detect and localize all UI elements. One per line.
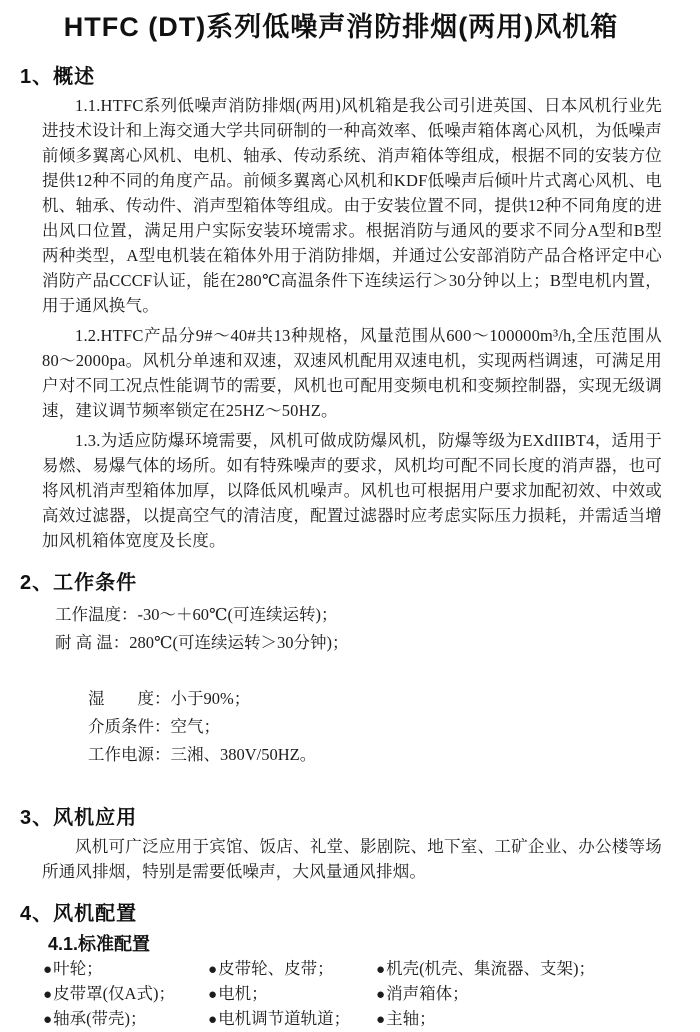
application-paragraph: 风机可广泛应用于宾馆、饭店、礼堂、影剧院、地下室、工矿企业、办公楼等场所通风排烟，特别是需要低噪声，大风量通风排烟。 — [42, 837, 662, 881]
bullet-icon: ● — [208, 1012, 218, 1028]
config-item-main-shaft — [376, 1007, 662, 1032]
config-item-motor-rail — [208, 1007, 376, 1032]
config-item-label: 机壳(机壳、集流器、支架)； — [386, 959, 596, 978]
standard-config-subheading: 4.1.标准配置 — [48, 934, 151, 954]
config-item-impeller — [43, 957, 208, 982]
config-item-label: 皮带罩(仅A式)； — [53, 984, 175, 1003]
config-item-label: 电机； — [218, 984, 268, 1003]
section-working-conditions-heading: 2、工作条件 — [20, 572, 138, 594]
bullet-icon: ● — [43, 987, 53, 1003]
config-item-pulley-belt — [208, 957, 376, 982]
config-item-silencer-box — [376, 982, 662, 1007]
condition-heat-resistance: 耐 高 温：280℃(可连续运转＞30分钟)； — [55, 633, 349, 652]
bullet-icon: ● — [376, 1012, 386, 1028]
section-application-heading: 3、风机应用 — [20, 807, 138, 829]
bullet-icon: ● — [43, 962, 53, 978]
config-item-casing — [376, 957, 662, 982]
config-item-motor — [208, 982, 376, 1007]
bullet-icon: ● — [208, 962, 218, 978]
paragraph-1-3: 1.3.为适应防爆环境需要，风机可做成防爆风机，防爆等级为EXdIIBT4，适用于易燃、易爆气体的场所。如有特殊噪声的要求，风机均可配不同长度的消声器，也可将风机消声型箱体加厚，以降低风机噪声。风机也可根据用户要求加配初效、中效或高效过滤器，以提高空气的清洁度，配置过滤器时应考虑实际压力损耗，并需适当增加风机箱体宽度及长度。 — [42, 431, 662, 550]
document-title: HTFC (DT)系列低噪声消防排烟(两用)风机箱 — [63, 12, 619, 42]
config-item-label: 消声箱体； — [386, 984, 469, 1003]
config-item-label: 电机调节道轨道； — [218, 1009, 351, 1028]
condition-medium: 介质条件：空气； — [88, 717, 220, 736]
config-item-label: 轴承(带壳)； — [53, 1009, 147, 1028]
section-configuration — [20, 901, 662, 1032]
paragraph-1-1: 1.1.HTFC系列低噪声消防排烟(两用)风机箱是我公司引进英国、日本风机行业先进技术设计和上海交通大学共同研制的一种高效率、低噪声箱体离心风机，为低噪声前倾多翼离心风机、电机、轴承、传动系统、消声箱体等组成，根据不同的安装方位提供12种不同的角度产品。前倾多翼离心风机和KDF低噪声后倾叶片式离心风机、电机、轴承、传动件、消声型箱体等组成。由于安装位置不同，提供12种不同角度的进出风口位置，满足用户实际安装环境需求。根据消防与通风的要求不同分A型和B型两种类型，A型电机装在箱体外用于消防排烟，并通过公安部消防产品合格评定中心消防产品CCCF认证，能在280℃高温条件下连续运行＞30分钟以上；B型电机内置，用于通风换气。 — [42, 96, 662, 315]
bullet-icon: ● — [376, 987, 386, 1003]
config-item-label: 叶轮； — [53, 959, 103, 978]
config-item-bearing — [43, 1007, 208, 1032]
section-overview-heading: 1、概述 — [20, 66, 96, 88]
section-application — [20, 805, 662, 884]
section-working-conditions — [20, 570, 662, 797]
condition-power: 工作电源：三湘、380V/50HZ。 — [88, 745, 317, 764]
section-overview — [20, 64, 662, 553]
bullet-icon: ● — [43, 1012, 53, 1028]
config-item-label: 皮带轮、皮带； — [218, 959, 334, 978]
condition-misc-line — [55, 657, 662, 797]
working-conditions-list — [55, 601, 662, 797]
condition-humidity: 湿 度：小于90%； — [88, 689, 251, 708]
standard-config-list — [43, 957, 662, 1032]
section-configuration-heading: 4、风机配置 — [20, 903, 138, 925]
condition-temperature: 工作温度：-30～＋60℃(可连续运转)； — [55, 605, 338, 624]
config-item-belt-cover — [43, 982, 208, 1007]
bullet-icon: ● — [208, 987, 218, 1003]
config-item-label: 主轴； — [386, 1009, 436, 1028]
bullet-icon: ● — [376, 962, 386, 978]
paragraph-1-2: 1.2.HTFC产品分9#～40#共13种规格，风量范围从600～100000m³/h,全压范围从80～2000pa。风机分单速和双速，双速风机配用双速电机，实现两档调速，可满足用户对不同工况点性能调节的需要，风机也可配用变频电机和变频控制器，实现无级调速，建议调节频率锁定在25HZ～50HZ。 — [42, 326, 662, 420]
